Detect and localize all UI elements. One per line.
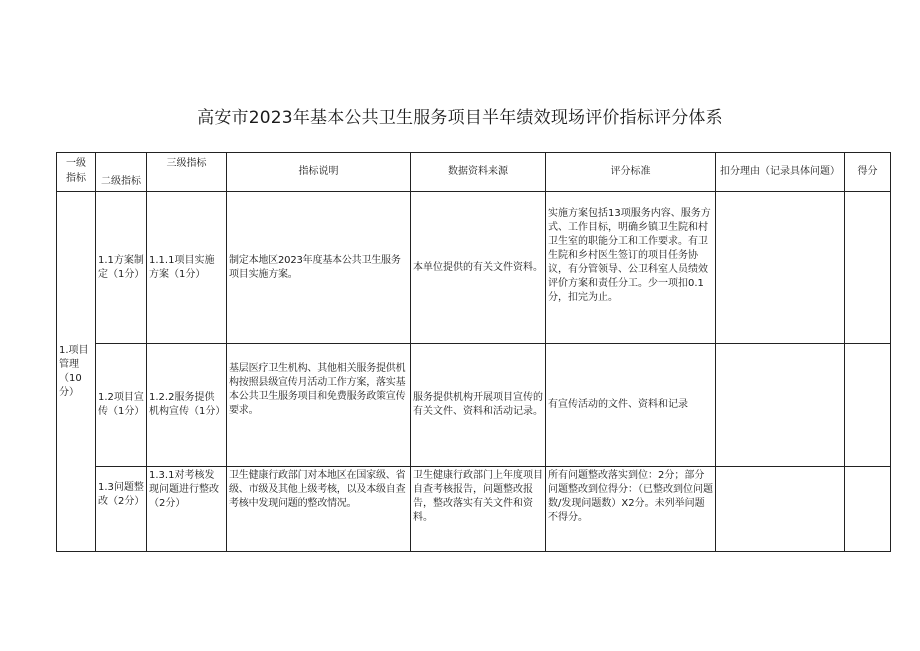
row2-criteria: 有宣传活动的文件、资料和记录 (546, 344, 716, 467)
table-row (57, 192, 891, 344)
evaluation-table (56, 152, 891, 552)
row3-level2: 1.3问题整改（2分） (96, 467, 147, 552)
row1-level3: 1.1.1项目实施方案（1分） (147, 192, 227, 344)
row2-deduction[interactable] (716, 344, 845, 467)
row3-score[interactable] (845, 467, 891, 552)
row1-score[interactable] (845, 192, 891, 344)
row3-deduction[interactable] (716, 467, 845, 552)
table-row (57, 467, 891, 552)
header-source: 数据资料来源 (411, 153, 546, 192)
header-level1: 一级 指标 (57, 153, 96, 192)
header-score: 得分 (845, 153, 891, 192)
page-title: 高安市2023年基本公共卫生服务项目半年绩效现场评价指标评分体系 (197, 108, 723, 128)
row3-criteria: 所有问题整改落实到位：2分；部分问题整改到位得分：（已整改到位问题数/发现问题数）X2分。未列举问题不得分。 (546, 467, 716, 552)
header-level2: 二级指标 (96, 153, 147, 192)
row2-source: 服务提供机构开展项目宣传的有关文件、资料和活动记录。 (411, 344, 546, 467)
row2-description: 基层医疗卫生机构、其他相关服务提供机构按照县级宣传月活动工作方案，落实基本公共卫生服务项目和免费服务政策宣传要求。 (227, 344, 411, 467)
table-header-row (57, 153, 891, 192)
row2-level3: 1.2.2服务提供机构宣传（1分） (147, 344, 227, 467)
row1-criteria: 实施方案包括13项服务内容、服务方式、工作目标，明确乡镇卫生院和村卫生室的职能分工和工作要求。有卫生院和乡村医生签订的项目任务协议，有分管领导、公卫科室人员绩效评价方案和责任分工。少一项扣0.1分，扣完为止。 (546, 192, 716, 344)
row1-description: 制定本地区2023年度基本公共卫生服务项目实施方案。 (227, 192, 411, 344)
row3-description: 卫生健康行政部门对本地区在国家级、省级、市级及其他上级考核，以及本级自查考核中发现问题的整改情况。 (227, 467, 411, 552)
level1-cell: 1.项目 管理（10 分） (57, 192, 96, 552)
header-criteria: 评分标准 (546, 153, 716, 192)
row1-source: 本单位提供的有关文件资料。 (411, 192, 546, 344)
header-deduction: 扣分理由（记录具体问题） (716, 153, 845, 192)
row3-source: 卫生健康行政部门上年度项目自查考核报告，问题整改报告，整改落实有关文件和资料。 (411, 467, 546, 552)
header-level3: 三级指标 (147, 153, 227, 192)
row2-level2: 1.2项目宣传（1分） (96, 344, 147, 467)
table-row (57, 344, 891, 467)
row1-deduction[interactable] (716, 192, 845, 344)
row1-level2: 1.1方案制定（1分） (96, 192, 147, 344)
row3-level3: 1.3.1对考核发现问题进行整改（2分） (147, 467, 227, 552)
header-description: 指标说明 (227, 153, 411, 192)
row2-score[interactable] (845, 344, 891, 467)
